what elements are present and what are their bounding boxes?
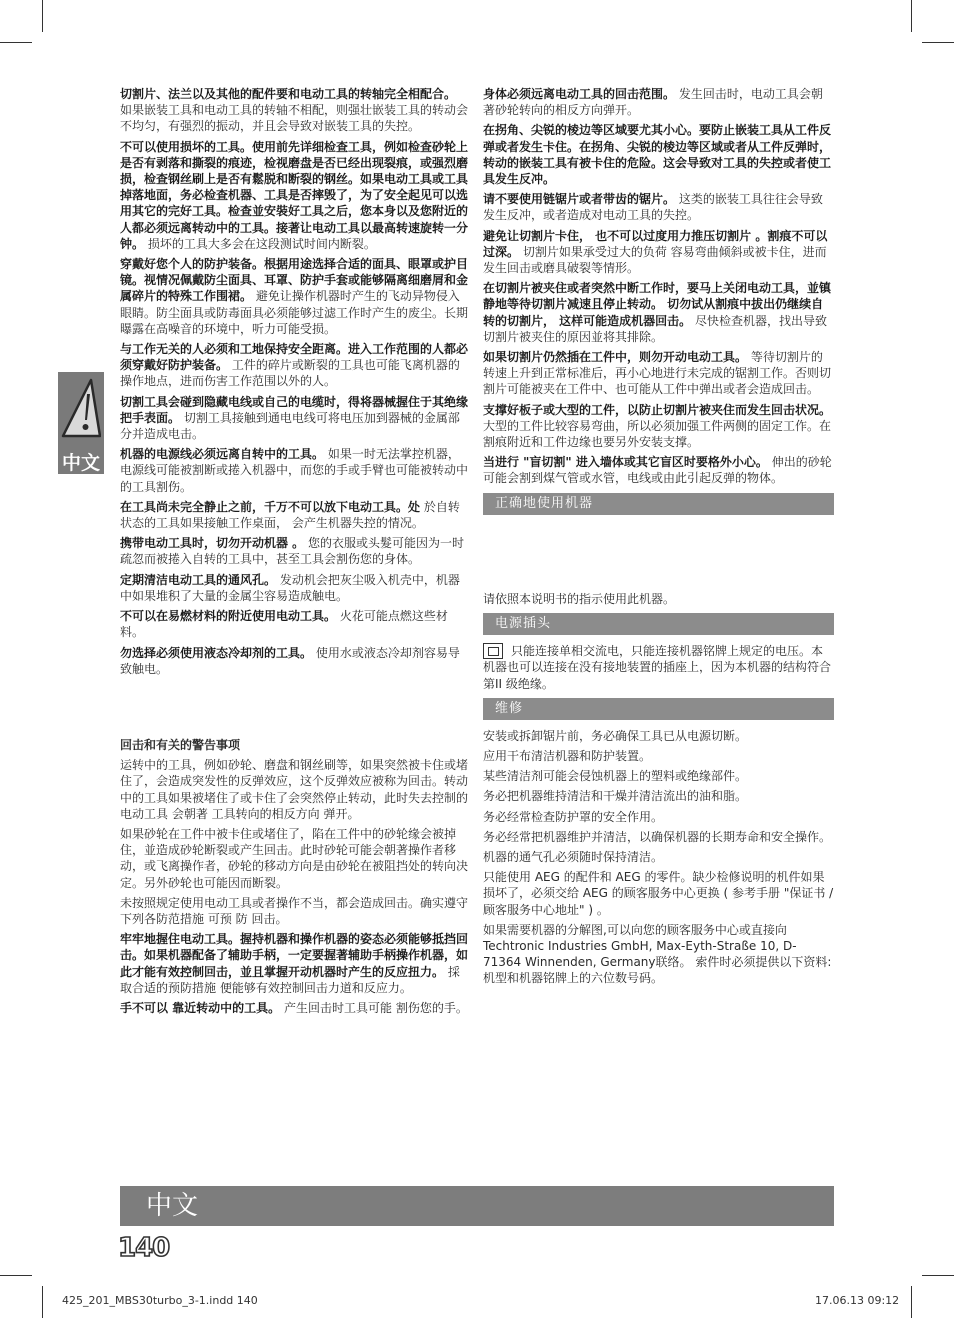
safety-item: [120, 535, 470, 567]
maintenance-item: 应用干布清洁机器和防护装置。: [483, 748, 652, 763]
safety-item: [120, 86, 470, 135]
safety-item: [120, 572, 470, 604]
safety-item-text: 火花可能点燃这些材料。: [120, 609, 448, 640]
left-column: [120, 86, 470, 1020]
safety-item-bold: 不可以在易燃材料的附近使用电动工具。: [120, 609, 337, 624]
safety-item-text: 於自转状态的工具如果接触工作桌面， 会产生机器失控的情况。: [120, 499, 460, 531]
maintenance-item: 务必把机器维持清洁和干燥并清洁流出的油和脂。: [483, 789, 748, 804]
section-heading-correct-use: 正确地使用机器: [483, 493, 834, 515]
safety-item-bold: 在切割片被夹住或者突然中断工作时，要马上关闭电动工具，並镇静地等待切割片减速且停止转动。 切勿试从割痕中拔出仍继续自转的切割片， 这样可能造成机器回击。: [483, 281, 832, 328]
safety-item-bold: 在工具尚未完全静止之前，千万不可以放下电动工具。处: [120, 499, 421, 514]
safety-item-bold: 身体必须远离电动工具的回击范围。: [483, 87, 676, 101]
kickback-item-bold: 牢牢地握住电动工具。握持机器和操作机器的姿态必须能够抵挡回击。如果机器配备了辅助手柄，一定要握著辅助手柄操作机器，如此才能有效控制回击，並且掌握开动机器时产生的反应扭力。: [120, 932, 469, 979]
right-column: [483, 86, 834, 991]
safety-item: [120, 341, 470, 390]
safety-item-bold: 切割片、法兰以及其他的配件要和电动工具的转轴完全相配合。: [120, 87, 457, 101]
safety-item: [483, 402, 834, 451]
safety-item-bold: 避免让切割片卡住， 也不可以过度用力推压切割片 。割痕不可以过深。: [483, 228, 828, 259]
safety-item-bold: 如果切割片仍然插在工件中，则勿开动电动工具。: [483, 350, 748, 365]
kickback-item-text: 採取合适的预防措施 便能够有效控制回击力道和反应力。: [120, 964, 460, 995]
safety-item-text: 您的衣服或头髮可能因为一时疏忽而被捲入自转的工具中，甚至工具会割伤您的身体。: [120, 536, 465, 567]
section-heading-power-plug: 电源插头: [483, 613, 834, 635]
footer-language-label: 中文: [146, 1191, 199, 1221]
double-insulation-icon: [483, 643, 503, 659]
safety-item-text: 这类的嵌装工具往往会导致发生反冲，或者造成对电动工具的失控。: [483, 192, 823, 223]
safety-item: [120, 139, 470, 252]
safety-item-bold: 在拐角、尖锐的棱边等区域要尤其小心。要防止嵌装工具从工件反弹或者发生卡住。在拐角、尖锐的棱边等区域或者从工件反弹时，转动的嵌装工具有被卡住的危险。这会导致对工具的失控或者使工具发生反冲。: [483, 123, 832, 187]
kickback-item-text: 产生回击时工具可能 割伤您的手。: [280, 1000, 468, 1015]
safety-item-text: 大型的工件比较容易弯曲，所以必须加强工件两侧的固定工作。在割痕附近和工件边缘也要另外安装支撑。: [483, 418, 832, 450]
safety-item-text: 发生回击时，电动工具会朝著砂轮转向的相反方向弹开。: [483, 87, 823, 118]
crop-mark: [922, 42, 954, 43]
maintenance-item: 如果需要机器的分解图,可以向您的顾客服务中心或直接向 Techtronic Industries GmbH, Max-Eyth-Straße 10, D-71364 Winnenden, Germany联络。 索件时必须提供以下资料: 机型和机器铭牌上的六位数号码。: [483, 922, 832, 986]
date-slug: 17.06.13 09:12: [815, 1294, 900, 1307]
safety-item-bold: 机器的电源线必须远离自转中的工具。: [120, 447, 325, 462]
crop-mark: [0, 42, 32, 43]
maintenance-item: 安装或拆卸锯片前，务必确保工具已从电源切断。: [483, 728, 748, 743]
maintenance-item: 某些清洁剂可能会侵蚀机器上的塑料或绝缘部件。: [483, 769, 748, 784]
kickback-paragraph: 未按照规定使用电动工具或者操作不当，都会造成回击。确实遵守下列各防范措施 可预 防 回击。: [120, 895, 469, 926]
safety-item-bold: 穿戴好您个人的防护装备。根据用途选择合适的面具、眼罩或护目镜。视情况佩戴防尘面具、耳罩、防护手套或能够隔离细磨屑和金属碎片的特殊工作围裙。: [120, 257, 469, 304]
safety-item: [120, 499, 470, 531]
kickback-paragraph: 运转中的工具，例如砂轮、磨盘和钢丝刷等，如果突然被卡住或堵住了，会造成突发性的反弹效应，这个反弹效应被称为回击。转动中的工具如果被堵住了或卡住了会突然停止转动，此时失去控制的电动工具 会朝著 工具转向的相反方向 弹开。: [120, 758, 469, 821]
crop-mark: [0, 1275, 32, 1276]
safety-item-bold: 勿选择必须使用液态冷却剂的工具。: [120, 645, 313, 660]
page-number: 140: [118, 1233, 170, 1263]
kickback-paragraph: 如果砂轮在工件中被卡住或堵住了，陷在工件中的砂轮缘会被掉住，並造成砂轮断裂或产生回击。此时砂轮可能会朝著操作者移动，或飞离操作者，砂轮的移动方向是由砂轮在被阻挡处的转向决定。另外砂轮也可能因而断裂。: [120, 826, 469, 890]
safety-item: [483, 86, 834, 118]
kickback-item: [120, 1000, 470, 1016]
file-slug: 425_201_MBS30turbo_3-1.indd 140: [62, 1294, 258, 1307]
safety-item-text: 切割工具接触到通电电线可将电压加到器械的金属部分并造成电击。: [120, 410, 460, 442]
safety-item-bold: 不可以使用损坏的工具。使用前先详细检查工具，例如检查砂轮上是否有剥落和撕裂的痕迹，检视磨盘是否已经出现裂痕，或强烈磨损，检查钢丝刷上是否有鬆脱和断裂的钢丝。如果电动工具或工具掉落地面，务必检查机器、工具是否摔毁了，为了安全起见可以选用其它的完好工具。检查並安裝好工具之后，您本身以及您附近的人都必须远离转动中的工具。接著让电动工具以最高转速旋转一分钟。: [120, 139, 469, 251]
kickback-item-bold: 手不可以 靠近转动中的工具。: [120, 1000, 281, 1015]
safety-item-text: 等待切割片的转速上升到正常标准后，再小心地进行未完成的锯割工作。否则切割片可能被夹在工件中、也可能从工件中弹出或者会造成回击。: [483, 350, 832, 397]
safety-item: [120, 256, 470, 337]
safety-item: [483, 454, 834, 486]
maintenance-item: 机器的通气孔必须随时保持清洁。: [483, 850, 664, 864]
safety-item: [483, 280, 834, 345]
safety-item-text: 切割片如果承受过大的负荷 容易弯曲倾斜或被卡住，进而发生回击或磨具破裂等情形。: [483, 244, 827, 276]
safety-item-text: 工件的碎片或断裂的工具也可能飞离机器的操作地点，进而伤害工作范围以外的人。: [120, 358, 460, 389]
safety-item-bold: 携带电动工具时，切勿开动机器 。: [120, 536, 305, 551]
maintenance-item: 只能使用 AEG 的配件和 AEG 的零件。缺少检修说明的机件如果损坏了，必须交给 AEG 的顾客服务中心更换 ( 参考手册 "保证书 / 顾客服务中心地址" ) 。: [483, 870, 834, 917]
safety-item-bold: 请不要使用链锯片或者带齿的锯片。: [483, 192, 676, 207]
safety-item: [120, 608, 470, 640]
maintenance-item: 务必经常把机器维护并清洁，以确保机器的长期寿命和安全操作。: [483, 829, 832, 844]
safety-item-text: 如果嵌装工具和电动工具的转轴不相配，则强壮嵌装工具的转动会不均匀，有强烈的振动，并且会导致对嵌装工具的失控。: [120, 103, 469, 134]
safety-item: [483, 349, 834, 398]
safety-item-text: 发动机会把灰尘吸入机壳中，机器中如果堆积了大量的金属尘容易造成触电。: [120, 572, 460, 603]
safety-item-text: 伸出的砂轮可能会割到煤气管或水管，电线或由此引起反弹的物体。: [483, 455, 832, 486]
safety-item-bold: 切割工具会碰到隐藏电线或自己的电缆时，得将器械握住于其绝缘把手表面。: [120, 394, 469, 425]
safety-item-bold: 当进行 "盲切割" 进入墙体或其它盲区时要格外小心。: [483, 455, 768, 470]
crop-mark: [911, 0, 912, 32]
warning-side-tab: [58, 372, 104, 474]
crop-mark: [911, 1286, 912, 1318]
kickback-item: [120, 931, 470, 996]
safety-item-text: 尽快检查机器，找出导致切割片被夹住的原因並将其排除。: [483, 313, 828, 344]
safety-item-text: 避免让操作机器时产生的飞动异物侵入眼睛。防尘面具或防毒面具必须能够过滤工作时产生的废尘。长期曝露在高噪音的环境中，听力可能受损。: [120, 289, 469, 336]
safety-item-bold: 与工作无关的人必须和工地保持安全距离。进入工作范围的人都必须穿戴好防护装备。: [120, 342, 469, 373]
footer-language-bar: [120, 1186, 834, 1226]
safety-item-text: 如果一时无法掌控机器，电源线可能被割断或捲入机器中，而您的手或手臂也可能被转动中的工具割伤。: [120, 447, 469, 494]
section-heading-maintenance: 维修: [483, 698, 834, 720]
safety-item: [120, 394, 470, 443]
safety-item: [120, 446, 470, 495]
maintenance-item: 务必经常检查防护罩的安全作用。: [483, 809, 664, 824]
safety-item: [483, 228, 834, 277]
warning-triangle-icon: [61, 378, 101, 438]
side-tab-label: 中文: [61, 452, 100, 474]
safety-item-bold: 支撑好板子或大型的工件，以防止切割片被夹住而发生回击状况。: [483, 402, 832, 417]
safety-item-text: 使用水或液态冷却剂容易导致触电。: [120, 645, 460, 676]
safety-item: [483, 122, 834, 187]
safety-item: [120, 645, 470, 677]
kickback-heading: 回击和有关的警告事项: [120, 737, 241, 752]
safety-item-text: 损坏的工具大多会在这段测试时间内断裂。: [144, 236, 376, 251]
crop-mark: [42, 1286, 43, 1318]
correct-use-text: 请依照本说明书的指示使用此机器。: [483, 591, 676, 606]
safety-item: [483, 191, 834, 223]
safety-item-bold: 定期清洁电动工具的通风孔。: [120, 572, 277, 587]
crop-mark: [42, 0, 43, 32]
power-plug-text: 只能连接单相交流电，只能连接机器铭牌上规定的电压。本机器也可以连接在没有接地装置的插座上，因为本机器的结构符合第II 级绝缘。: [483, 643, 832, 691]
crop-mark: [922, 1275, 954, 1276]
